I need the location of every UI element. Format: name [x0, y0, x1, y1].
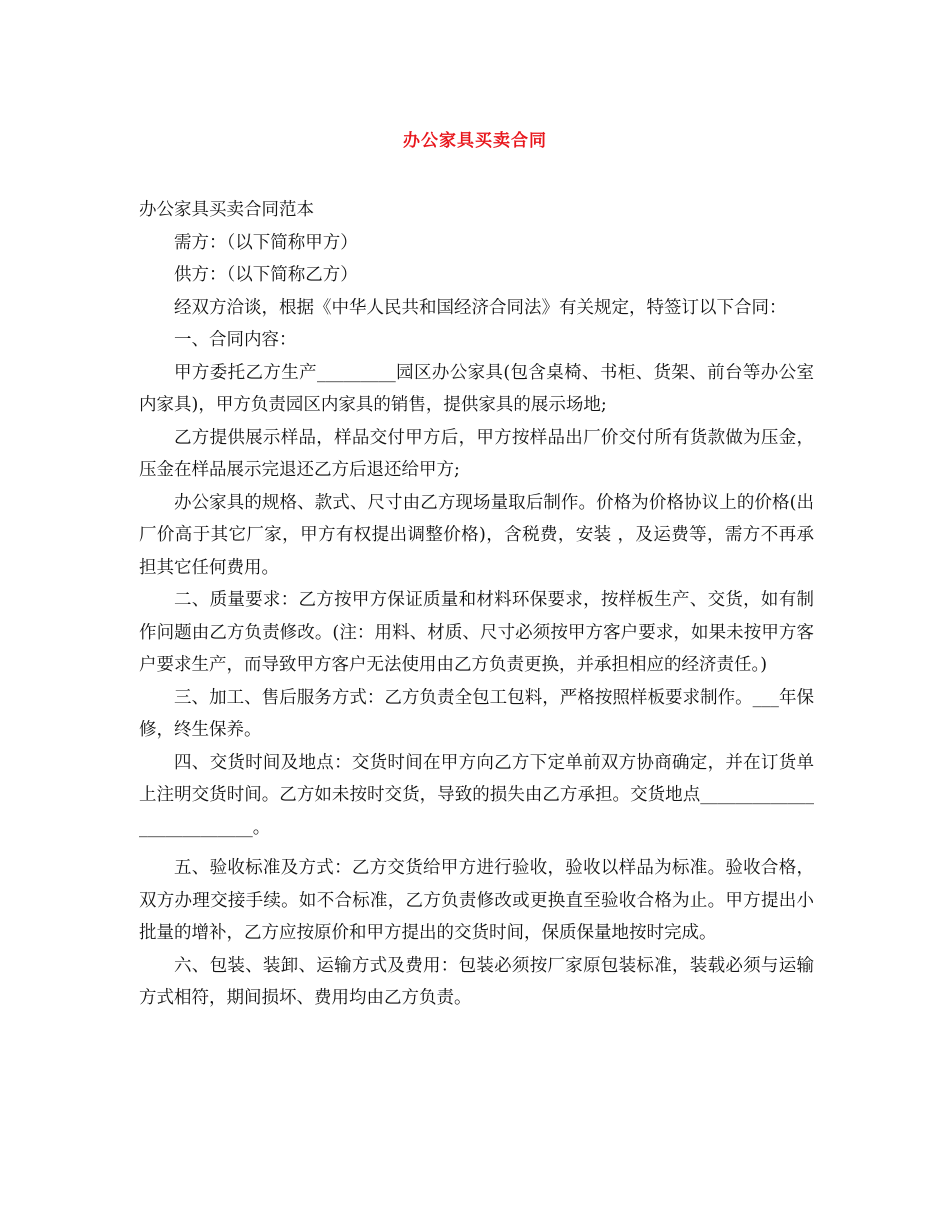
paragraph-preamble: 经双方洽谈，根据《中华人民共和国经济合同法》有关规定，特签订以下合同： — [174, 297, 787, 318]
paragraph-section-3: 三、加工、售后服务方式：乙方负责全包工包料，严格按照样板要求制作。___年保修，终生保养。 — [139, 687, 814, 740]
paragraph-section-1-c: 办公家具的规格、款式、尺寸由乙方现场量取后制作。价格为价格协议上的价格(出厂价高于其它厂家，甲方有权提出调整价格)，含税费，安装 ，及运费等，需方不再承担其它任何费用。 — [139, 492, 814, 578]
document-title: 办公家具买卖合同 — [403, 131, 547, 151]
paragraph-section-1-heading: 一、合同内容： — [174, 330, 297, 350]
paragraph-section-5: 五、验收标准及方式：乙方交货给甲方进行验收，验收以样品为标准。验收合格，双方办理交接手续。如不合标准，乙方负责修改或更换直至验收合格为止。甲方提出小批量的增补，乙方应按原价和甲方提出的交货时间，保质保量地按时完成。 — [139, 858, 814, 943]
paragraph-buyer: 需方：（以下简称甲方） — [174, 232, 358, 253]
paragraph-supplier: 供方：（以下简称乙方） — [174, 265, 358, 285]
paragraph-section-1-b: 乙方提供展示样品，样品交付甲方后，甲方按样品出厂价交付所有货款做为压金，压金在样品展示完退还乙方后退还给甲方; — [139, 427, 814, 480]
paragraph-section-1-a: 甲方委托乙方生产_________园区办公家具(包含桌椅、书柜、货架、前台等办公室内家具)，甲方负责园区内家具的销售，提供家具的展示场地; — [139, 362, 814, 415]
paragraph-section-6: 六、包装、装卸、运输方式及费用：包装必须按厂家原包装标准，装载必须与运输方式相符，期间损坏、费用均由乙方负责。 — [139, 955, 814, 1008]
paragraph-section-4: 四、交货时间及地点：交货时间在甲方向乙方下定单前双方协商确定，并在订货单上注明交货时间。乙方如未按时交货，导致的损失由乙方承担。交货地点__________________________。 — [139, 752, 814, 838]
paragraph-section-2: 二、质量要求：乙方按甲方保证质量和材料环保要求，按样板生产、交货，如有制作问题由乙方负责修改。(注：用料、材质、尺寸必须按甲方客户要求，如果未按甲方客户要求生产，而导致甲方客户无法使用由乙方负责更换，并承担相应的经济责任。) — [139, 590, 814, 675]
paragraph-subtitle: 办公家具买卖合同范本 — [139, 200, 314, 220]
document-body — [139, 194, 814, 1015]
